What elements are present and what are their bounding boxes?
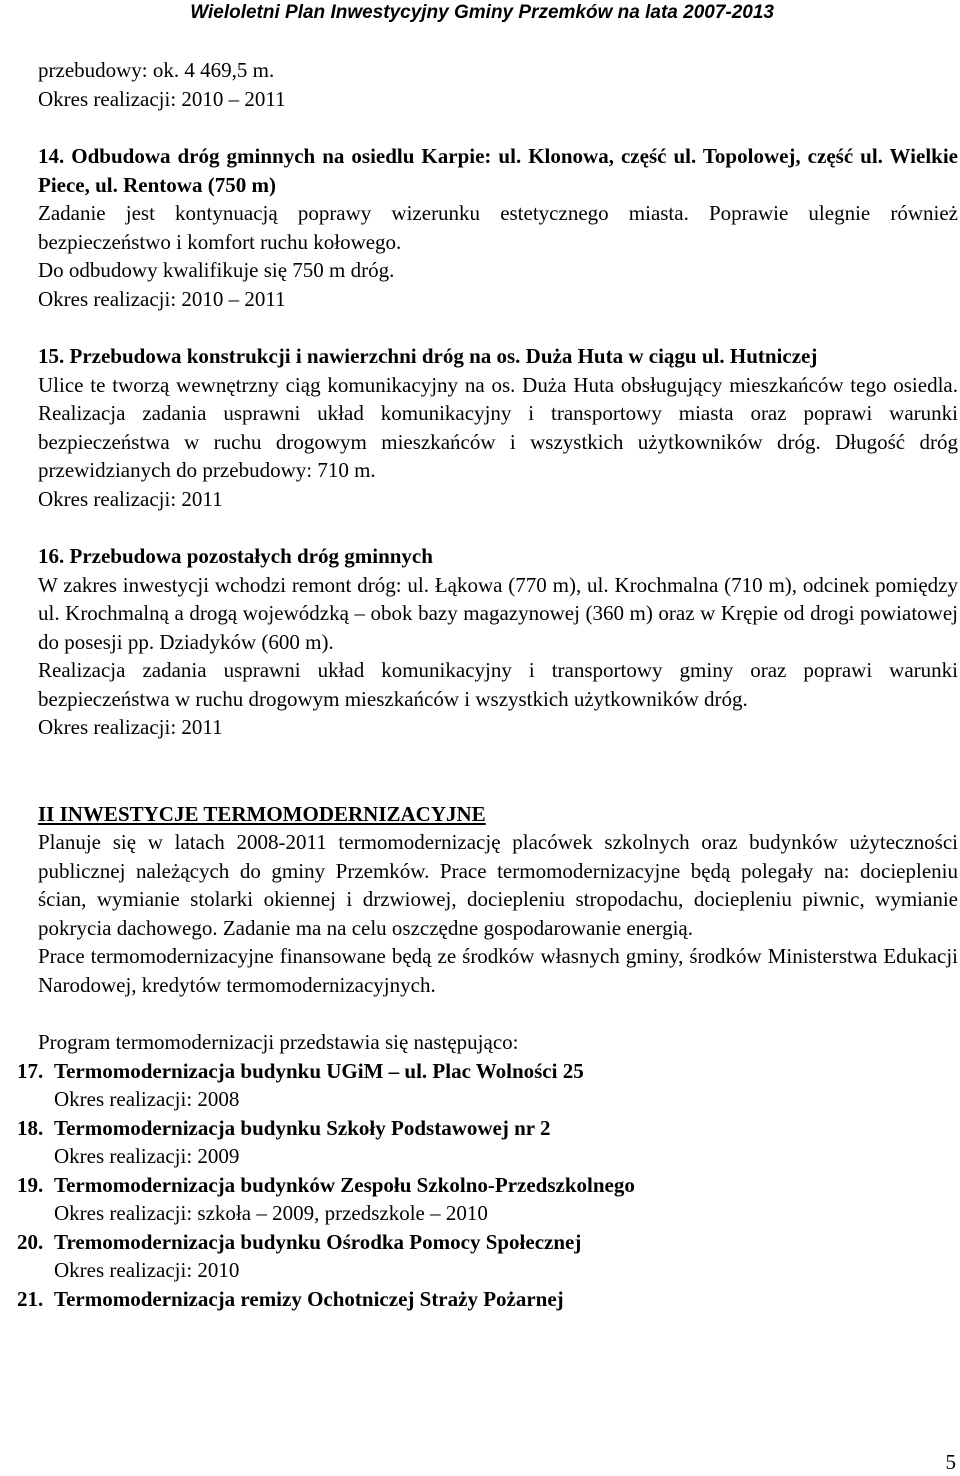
item-14-period: Okres realizacji: 2010 – 2011 (38, 286, 286, 311)
list-item (17, 1228, 958, 1257)
page-content (17, 56, 958, 1313)
item-title: Termomodernizacja budynku UGiM – ul. Plac Wolności 25 (54, 1058, 584, 1083)
section-paragraph-1: Planuje się w latach 2008-2011 termomodernizację placówek szkolnych oraz budynków użyteczności publicznej należących do gminy Przemków. Prace termomodernizacyjne będą polegały na: dociepleniu ścian, wymianie stolarki okiennej i drzwiowej, dociepleniu stropodachu, dociepleniu piwnic, wymianie pokrycia dachowego. Zadanie ma na celu oszczędne gospodarowanie energią. (38, 830, 958, 940)
item-period: Okres realizacji: 2009 (54, 1144, 240, 1168)
item-title: Termomodernizacja remizy Ochotniczej Straży Pożarnej (54, 1286, 564, 1311)
item-16-period: Okres realizacji: 2011 (38, 715, 223, 739)
section-heading: II INWESTYCJE TERMOMODERNIZACYJNE (38, 801, 486, 826)
item-number: 18. (17, 1115, 44, 1140)
item-period: Okres realizacji: 2010 (54, 1258, 240, 1282)
item-period: Okres realizacji: szkoła – 2009, przedszkole – 2010 (54, 1201, 488, 1225)
item-14-description: Zadanie jest kontynuacją poprawy wizerunku estetycznego miasta. Poprawie ulegnie również bezpieczeństwo i komfort ruchu kołowego. (38, 201, 958, 254)
item-15-description: Ulice te tworzą wewnętrzny ciąg komunikacyjny na os. Duża Huta obsługujący mieszkańców tego osiedla. Realizacja zadania usprawni układ komunikacyjny i transportowy miasta oraz poprawi warunki bezpieczeństwa w ruchu drogowym mieszkańców i wszystkich użytkowników dróg. Długość dróg przewidzianych do przebudowy: 710 m. (38, 372, 958, 482)
item-number: 17. (17, 1058, 44, 1083)
item-15-period: Okres realizacji: 2011 (38, 486, 223, 511)
list-item (17, 1285, 958, 1314)
realization-period: Okres realizacji: 2010 – 2011 (38, 86, 286, 111)
list-item (17, 1057, 958, 1086)
list-item (17, 1114, 958, 1143)
item-title: Termomodernizacja budynków Zespołu Szkolno-Przedszkolnego (54, 1172, 635, 1197)
item-16-description-2: Realizacja zadania usprawni układ komunikacyjny i transportowy gminy oraz poprawi warunki bezpieczeństwa w ruchu drogowym mieszkańców i wszystkich użytkowników dróg. (38, 658, 958, 711)
item-number: 21. (17, 1286, 44, 1311)
item-number: 19. (17, 1172, 44, 1197)
item-period: Okres realizacji: 2008 (54, 1087, 240, 1111)
item-14-title: 14. Odbudowa dróg gminnych na osiedlu Karpie: ul. Klonowa, część ul. Topolowej, część ul. Wielkie Piece, ul. Rentowa (750 m) (38, 144, 958, 197)
item-title: Termomodernizacja budynku Szkoły Podstawowej nr 2 (54, 1115, 551, 1140)
item-number: 20. (17, 1229, 44, 1254)
text-line: przebudowy: ok. 4 469,5 m. (38, 58, 275, 82)
page-number: 5 (945, 1450, 956, 1474)
item-16-description: W zakres inwestycji wchodzi remont dróg: ul. Łąkowa (770 m), ul. Krochmalna (710 m), odcinek pomiędzy ul. Krochmalną a drogą wojewódzką – obok bazy magazynowej (360 m) oraz w Krępie od drogi powiatowej do posesji pp. Dziadyków (600 m). (38, 572, 958, 654)
program-intro: Program termomodernizacji przedstawia się następująco: (38, 1030, 519, 1054)
item-title: Tremomodernizacja budynku Ośrodka Pomocy Społecznej (54, 1229, 582, 1254)
section-paragraph-2: Prace termomodernizacyjne finansowane będą ze środków własnych gminy, środków Ministerstwa Edukacji Narodowej, kredytów termomodernizacyjnych. (38, 944, 958, 997)
item-15-title: 15. Przebudowa konstrukcji i nawierzchni dróg na os. Duża Huta w ciągu ul. Hutniczej (38, 344, 818, 368)
list-item (17, 1171, 958, 1200)
item-14-description-2: Do odbudowy kwalifikuje się 750 m dróg. (38, 258, 395, 282)
item-16-title: 16. Przebudowa pozostałych dróg gminnych (38, 544, 433, 568)
running-header: Wieloletni Plan Inwestycyjny Gminy Przemków na lata 2007-2013 (190, 2, 774, 23)
